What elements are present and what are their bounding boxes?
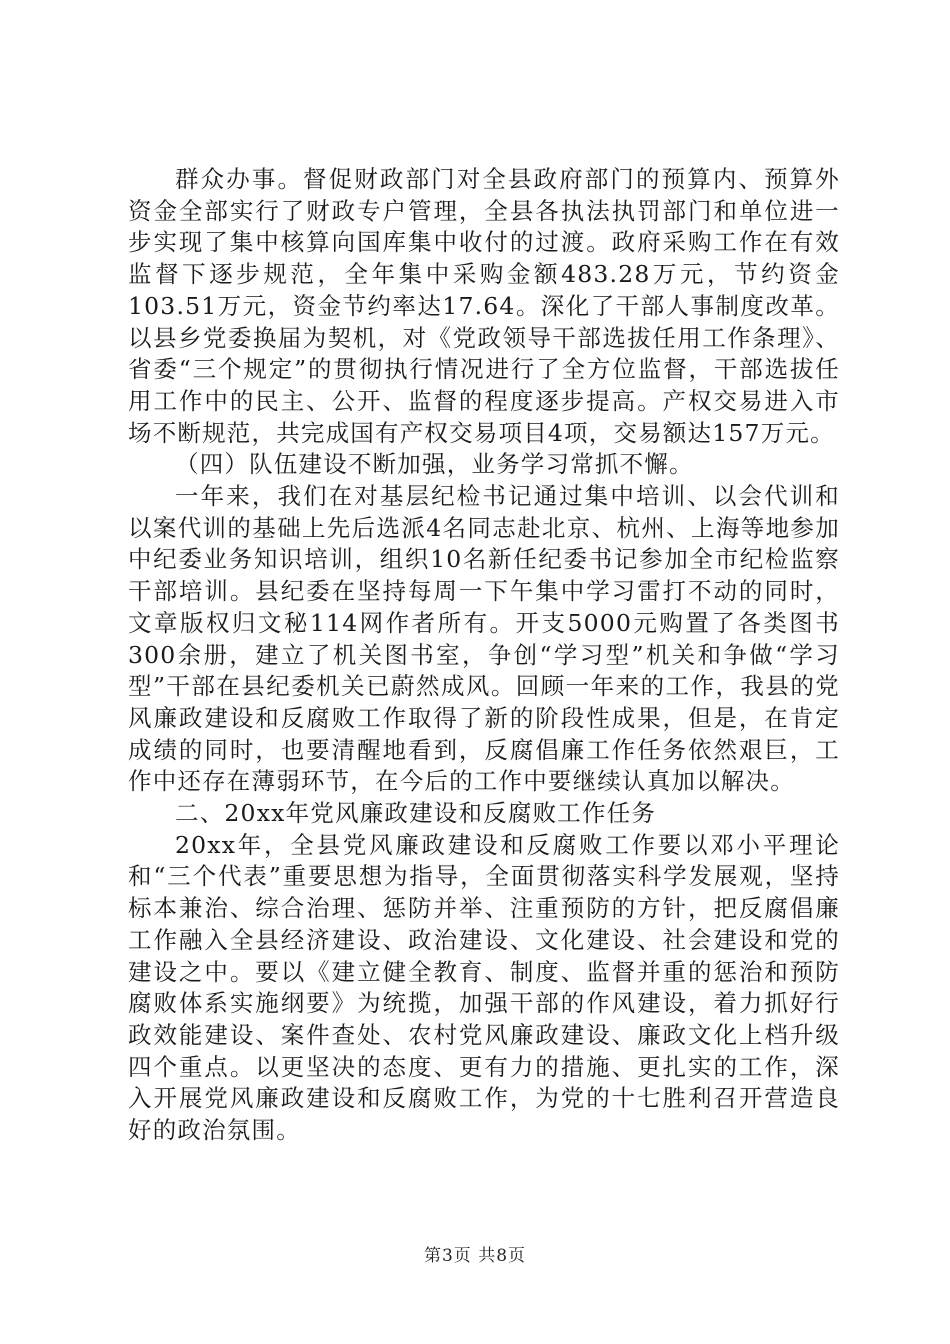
section-heading-two: 二、20xx年党风廉政建设和反腐败工作任务: [175, 799, 657, 828]
section-heading-four: （四）队伍建设不断加强，业务学习常抓不懈。: [175, 450, 694, 479]
page-number: 第3页 共8页: [423, 1246, 527, 1266]
paragraph-1: 群众办事。督促财政部门对全县政府部门的预算内、预算外资金全部实行了财政专户管理，全县各执法执罚部门和单位进一步实现了集中核算向国库集中收付的过渡。政府采购工作在有效监督下逐步规范，全年集中采购金额483.28万元，节约资金103.51万元，资金节约率达17.64。深化了干部人事制度改革。以县乡党委换届为契机，对《党政领导干部选拔任用工作条理》、省委“三个规定”的贯彻执行情况进行了全方位监督，干部选拔任用工作中的民主、公开、监督的程度逐步提高。产权交易进入市场不断规范，共完成国有产权交易项目4项，交易额达157万元。: [128, 165, 840, 447]
paragraph-2: 一年来，我们在对基层纪检书记通过集中培训、以会代训和以案代训的基础上先后选派4名同志赴北京、杭州、上海等地参加中纪委业务知识培训，组织10名新任纪委书记参加全市纪检监察干部培训。县纪委在坚持每周一下午集中学习雷打不动的同时，文章版权归文秘114网作者所有。开支5000元购置了各类图书300余册，建立了机关图书室，争创“学习型”机关和争做“学习型”干部在县纪委机关已蔚然成风。回顾一年来的工作，我县的党风廉政建设和反腐败工作取得了新的阶段性成果，但是，在肯定成绩的同时，也要清醒地看到，反腐倡廉工作任务依然艰巨，工作中还存在薄弱环节，在今后的工作中要继续认真加以解决。: [128, 482, 840, 796]
page-footer: [0, 1241, 950, 1266]
document-body: [128, 164, 840, 1147]
paragraph-3: 20xx年，全县党风廉政建设和反腐败工作要以邓小平理论和“三个代表”重要思想为指导，全面贯彻落实科学发展观，坚持标本兼治、综合治理、惩防并举、注重预防的方针，把反腐倡廉工作融入全县经济建设、政治建设、文化建设、社会建设和党的建设之中。要以《建立健全教育、制度、监督并重的惩治和预防腐败体系实施纲要》为统揽，加强干部的作风建设，着力抓好行政效能建设、案件查处、农村党风廉政建设、廉政文化上档升级四个重点。以更坚决的态度、更有力的措施、更扎实的工作，深入开展党风廉政建设和反腐败工作，为党的十七胜利召开营造良好的政治氛围。: [128, 830, 840, 1145]
